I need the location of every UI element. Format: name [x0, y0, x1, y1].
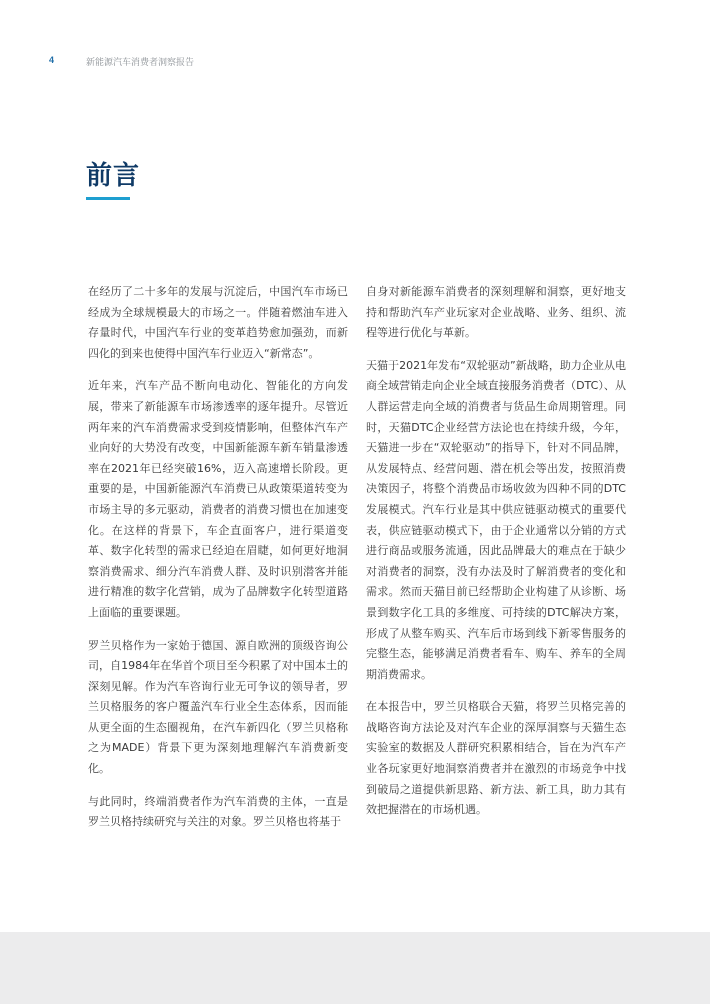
- paragraph: 在本报告中，罗兰贝格联合天猫，将罗兰贝格完善的战略咨询方法论及对汽车企业的深厚洞察与天猫生态实验室的数据及人群研究积累相结合，旨在为汽车产业各玩家更好地洞察消费者并在激烈的市场竞争中找到破局之道提供新思路、新方法、新工具，助力其有效把握潜在的市场机遇。: [366, 700, 626, 817]
- paragraph: 近年来，汽车产品不断向电动化、智能化的方向发展，带来了新能源车市场渗透率的逐年提升。尽管近两年来的汽车消费需求受到疫情影响，但整体汽车产业向好的大势没有改变，中国新能源车新车销量渗透率在2021年已经突破16%，迈入高速增长阶段。更重要的是，中国新能源汽车消费已从政策渠道转变为市场主导的多元驱动，消费者的消费习惯也在加速变化。在这样的背景下，车企直面客户，进行渠道变革、数字化转型的需求已经迫在眉睫，如何更好地洞察消费需求、细分汽车消费人群、及时识别潜客并能进行精准的数字化营销，成为了品牌数字化转型道路上面临的重要课题。: [88, 379, 348, 619]
- paragraph: 与此同时，终端消费者作为汽车消费的主体，一直是罗兰贝格持续研究与关注的对象。罗兰贝格也将基于: [88, 794, 348, 829]
- paragraph: 天猫于2021年发布“双轮驱动”新战略，助力企业从电商全域营销走向企业全域直接服务消费者（DTC）、从人群运营走向全域的消费者与货品生命周期管理。同时，天猫DTC企业经营方法论也在持续升级，今年，天猫进一步在“双轮驱动”的指导下，针对不同品牌，从发展特点、经营问题、潜在机会等出发，按照消费决策因子，将整个消费品市场收敛为四种不同的DTC发展模式。汽车行业是其中供应链驱动模式的重要代表，供应链驱动模式下，由于企业通常以分销的方式进行商品或服务流通，因此品牌最大的难点在于缺少对消费者的洞察，没有办法及时了解消费者的变化和需求。然而天猫目前已经帮助企业构建了从诊断、场景到数字化工具的多维度、可持续的DTC解决方案，形成了从整车购买、汽车后市场到线下新零售服务的完整生态，能够满足消费者看车、购车、养车的全周期消费需求。: [366, 358, 626, 681]
- left-column: [88, 282, 348, 845]
- footer-band: [0, 932, 710, 1004]
- paragraph: 罗兰贝格作为一家始于德国、源自欧洲的顶级咨询公司，自1984年在华首个项目至今积累了对中国本土的深刻见解。作为汽车咨询行业无可争议的领导者，罗兰贝格服务的客户覆盖汽车行业全生态体系，因而能从更全面的生态圈视角，在汽车新四化（罗兰贝格称之为MADE）背景下更为深刻地理解汽车消费新变化。: [88, 638, 348, 776]
- title-underline: [86, 197, 130, 200]
- right-column: [366, 282, 626, 833]
- running-header: 新能源汽车消费者洞察报告: [86, 58, 195, 68]
- section-title: 前言: [86, 161, 141, 191]
- paragraph: 在经历了二十多年的发展与沉淀后，中国汽车市场已经成为全球规模最大的市场之一。伴随着燃油车进入存量时代，中国汽车行业的变革趋势愈加强劲，而新四化的到来也使得中国汽车行业迈入“新常态”。: [88, 285, 348, 360]
- paragraph: 自身对新能源车消费者的深刻理解和洞察，更好地支持和帮助汽车产业玩家对企业战略、业务、组织、流程等进行优化与革新。: [366, 285, 626, 340]
- page-number: 4: [49, 55, 55, 65]
